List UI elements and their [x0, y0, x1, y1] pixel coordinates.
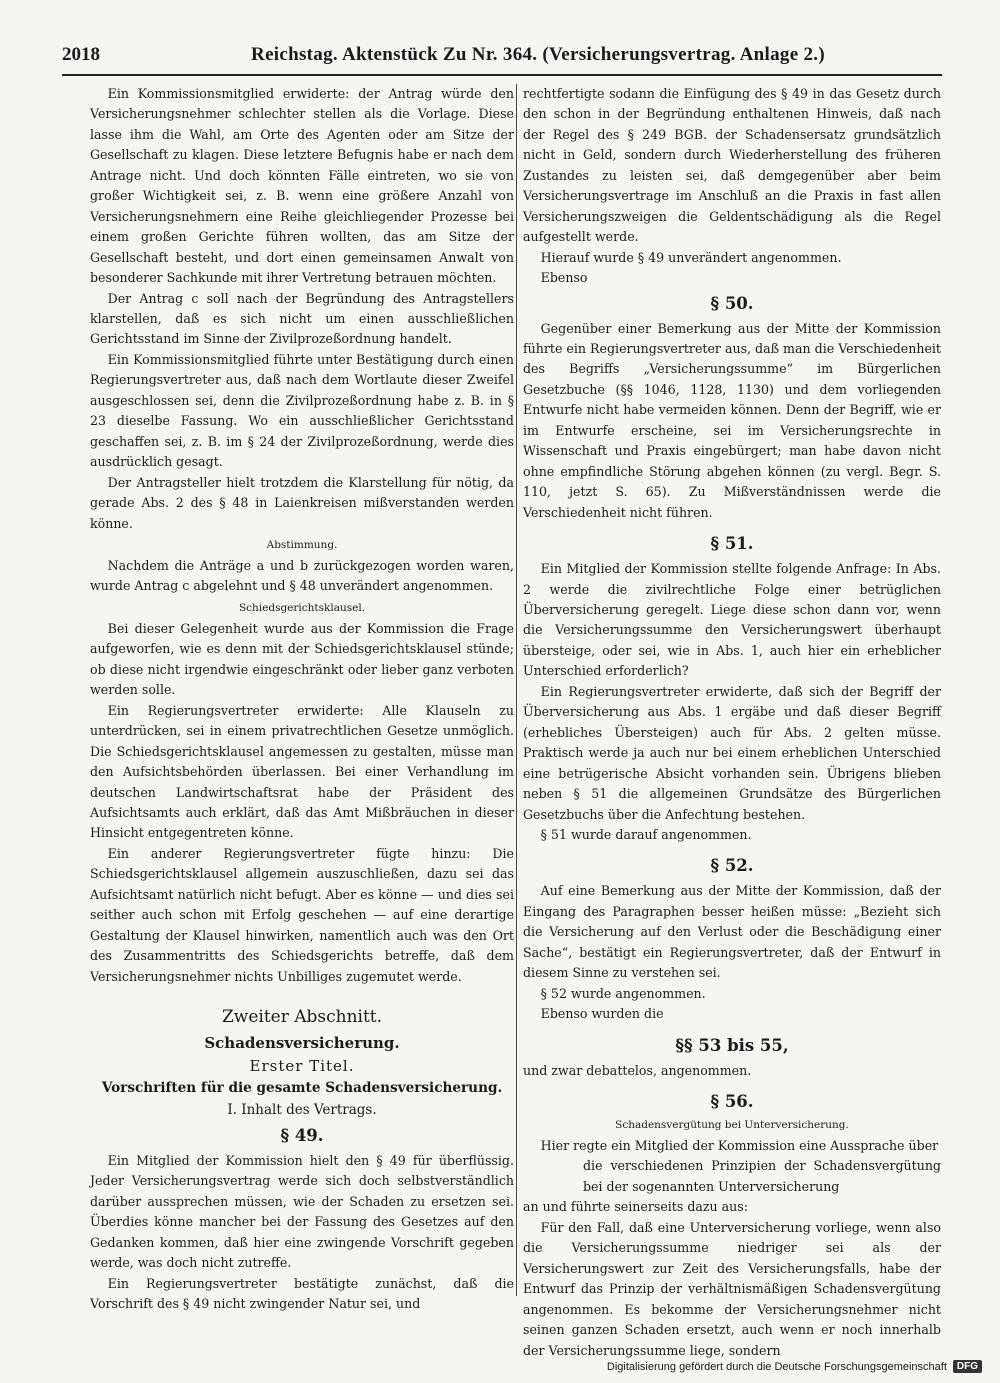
paragraph: Nachdem die Anträge a und b zurückgezogen worden waren, wurde Antrag c abgelehnt und § 48 unverändert angenommen.: [90, 557, 514, 594]
paragraph: und zwar debattelos, angenommen.: [523, 1062, 752, 1078]
paragraph: Bei dieser Gelegenheit wurde aus der Kommission die Frage aufgeworfen, wie es denn mit der Schiedsgerichtsklausel stünde; ob diese nicht irgendwie eingeschränkt oder lieber ganz verboten werden solle.: [90, 620, 514, 698]
subheading-schiedsgerichtsklausel: Schiedsgerichtsklausel.: [238, 601, 366, 614]
quoted-topic: die verschiedenen Prinzipien der Schadensvergütung bei der sogenannten Unterversicherung: [583, 1158, 941, 1194]
section-heading-50: § 50.: [710, 293, 754, 313]
paragraph: Der Antragsteller hielt trotzdem die Klarstellung für nötig, da gerade Abs. 2 des § 48 in Laienkreisen mißverstanden werden könne.: [90, 474, 514, 531]
section-heading-52: § 52.: [710, 856, 754, 876]
paragraph: Ein Regierungsvertreter bestätigte zunächst, daß die Vorschrift des § 49 nicht zwingender Natur sei, und: [90, 1275, 514, 1312]
subheading-abstimmung: Abstimmung.: [266, 538, 338, 551]
section-heading-53-55: §§ 53 bis 55,: [675, 1035, 789, 1055]
paragraph: Ebenso: [540, 270, 588, 286]
paragraph: Der Antrag c soll nach der Begründung des Antragstellers klarstellen, daß es sich nicht um einen ausschließlichen Gerichtsstand im Sinne der Zivilprozeßordnung handelt.: [90, 290, 514, 347]
paragraph: Für den Fall, daß eine Unterversicherung vorliege, wenn also die Versicherungssumme niedriger sei als der Versicherungswert zur Zeit des Versicherungsfalls, habe der Entwurf das Prinzip der verhältnismäßigen Schadensvergütung angenommen. Es bekomme der Versicherungsnehmer nicht seinen ganzen Schaden ersetzt, auch wenn er noch innerhalb der Versicherungssumme liege, sondern: [523, 1219, 941, 1358]
paragraph: Hier regte ein Mitglied der Kommission eine Aussprache über: [540, 1138, 939, 1154]
page-number: 2018: [62, 44, 100, 65]
section-heading-51: § 51.: [710, 534, 754, 554]
section-heading-49: § 49.: [280, 1126, 324, 1146]
paragraph: Hierauf wurde § 49 unverändert angenommen.: [540, 249, 842, 265]
credit-text: Digitalisierung gefördert durch die Deutsche Forschungsgemeinschaft: [606, 1360, 947, 1373]
dfg-logo-icon: DFG: [953, 1360, 982, 1373]
heading-vorschriften: Vorschriften für die gesamte Schadensversicherung.: [101, 1080, 503, 1097]
paragraph: § 51 wurde darauf angenommen.: [540, 826, 752, 842]
paragraph: Ein Regierungsvertreter erwiderte: Alle Klauseln zu unterdrücken, sei in einem privatrechtlichen Gesetze unmöglich. Die Schiedsgerichtsklausel angemessen zu gestalten, müsse man den Aufsichtsbehörden überlassen. Bei einer Verhandlung im deutschen Landwirtschaftsrat habe der Präsident des Aufsichtsamts auch erklärt, daß das Amt Mißbräuchen in dieser Hinsicht entgegentreten könne.: [90, 702, 514, 841]
paragraph: Ein anderer Regierungsvertreter fügte hinzu: Die Schiedsgerichtsklausel allgemein auszuschließen, dazu sei das Aufsichtsamt natürlich nicht befugt. Aber es könne — und dies sei seither auch schon mit Erfolg geschehen — auf eine derartige Gestaltung der Klausel hinwirken, namentlich auch was den Ort des Zusammentritts des Schiedsgerichts betreffe, daß dem Versicherungsnehmer nichts Unbilliges zugemutet werde.: [90, 845, 514, 984]
section-heading-56: § 56.: [710, 1092, 754, 1112]
heading-titel: Erster Titel.: [249, 1057, 355, 1076]
paragraph: Gegenüber einer Bemerkung aus der Mitte der Kommission führte ein Regierungsvertreter aus, daß man die Verschiedenheit des Begriffs „Versicherungssumme“ im Bürgerlichen Gesetzbuche (§§ 1046, 1128, 1130) und dem vorliegenden Entwurfe nicht habe vermeiden können. Denn der Begriff, wie er im Entwurfe erscheine, sei im Versicherungsrechte in Wissenschaft und Praxis eingebürgert; man habe davon nicht ohne empfindliche Störung abgehen können (zu vergl. Begr. S. 110, jetzt S. 65). Zu Mißverständnissen werde die Verschiedenheit nicht führen.: [523, 320, 941, 520]
right-column: [523, 84, 941, 1361]
heading-inhalt: I. Inhalt des Vertrags.: [227, 1102, 377, 1119]
paragraph: Ein Regierungsvertreter erwiderte, daß sich der Begriff der Überversicherung aus Abs. 1 ergäbe und daß dieser Begriff (erhebliches Übersteigen) auch für Abs. 2 gelten müsse. Praktisch werde ja auch nur bei einem erheblichen Unterschied eine betrügerische Absicht vorhanden sein. Übrigens blieben neben § 51 die allgemeinen Grundsätze des Bürgerlichen Gesetzbuchs über die Anfechtung bestehen.: [523, 683, 941, 822]
heading-schadensversicherung: Schadensversicherung.: [204, 1034, 400, 1053]
page-header: [62, 44, 942, 76]
heading-abschnitt: Zweiter Abschnitt.: [221, 1007, 383, 1028]
paragraph: Ein Kommissionsmitglied führte unter Bestätigung durch einen Regierungsvertreter aus, daß nach dem Wortlaute dieser Zweifel ausgeschlossen sei, denn die Zivilprozeßordnung habe z. B. in § 23 dieselbe Fassung. Wo ein ausschließlicher Gerichtsstand geschaffen sei, z. B. im § 24 der Zivilprozeßordnung, werde dies ausdrücklich gesagt.: [90, 351, 514, 470]
paragraph: Ein Kommissionsmitglied erwiderte: der Antrag würde den Versicherungsnehmer schlechter stellen als die Vorlage. Diese lasse ihm die Wahl, am Orte des Agenten oder am Sitze der Gesellschaft zu klagen. Diese letztere Befugnis habe er nach dem Antrage nicht. Und doch könnten Fälle eintreten, wo sie von großer Wichtigkeit sei, z. B. wenn eine größere Anzahl von Versicherungsnehmern eine Reihe gleichliegender Prozesse bei einem großen Gerichte führen wollten, das am Sitze der Gesellschaft besteht, und dort einen gemeinsamen Anwalt von besonderer Sachkunde mit ihrer Vertretung betrauen möchten.: [90, 86, 514, 286]
column-divider: [516, 84, 517, 1296]
paragraph: Auf eine Bemerkung aus der Mitte der Kommission, daß der Eingang des Paragraphen besser heißen müsse: „Bezieht sich die Versicherung auf den Verlust oder die Beschädigung einer Sache“, bestätigt ein Regierungsvertreter, daß der Entwurf in diesem Sinne zu verstehen sei.: [523, 883, 941, 981]
subheading-schadensverguetung: Schadensvergütung bei Unterversicherung.: [615, 1119, 849, 1132]
paragraph: Ein Mitglied der Kommission stellte folgende Anfrage: In Abs. 2 werde die zivilrechtliche Folge einer betrüglichen Überversicherung geregelt. Liege diese schon dann vor, wenn die Versicherungssumme den Versicherungswert überhaupt übersteige, oder sei, wie in Abs. 1, auch hier ein erheblicher Unterschied erforderlich?: [523, 561, 941, 679]
paragraph: Ein Mitglied der Kommission hielt den § 49 für überflüssig. Jeder Versicherungsvertrag werde sich doch selbstverständlich darüber aussprechen müssen, wie der Schaden zu ersetzen sei. Überdies könne mancher bei der Fassung des Gesetzes auf den Gedanken kommen, daß hier eine zwingende Vorschrift gegeben werde, was doch nicht zutreffe.: [90, 1153, 514, 1271]
paragraph: an und führte seinerseits dazu aus:: [523, 1199, 748, 1215]
running-title: Reichstag. Aktenstück Zu Nr. 364. (Versicherungsvertrag. Anlage 2.): [251, 44, 825, 65]
digitization-credit: [607, 1360, 982, 1373]
paragraph: § 52 wurde angenommen.: [540, 985, 706, 1001]
paragraph: rechtfertigte sodann die Einfügung des § 49 in das Gesetz durch den schon in der Begründung enthaltenen Hinweis, daß nach der Regel des § 249 BGB. der Schadensersatz grundsätzlich nicht in Geld, sondern durch Wiederherstellung des früheren Zustandes zu leisten sei, daß demgegenüber aber beim Versicherungsvertrage im Anschluß an die Praxis in fast allen Versicherungszweigen die Geldentschädigung als die Regel aufgestellt werde.: [523, 86, 941, 245]
left-column: [90, 84, 514, 1315]
paragraph: Ebenso wurden die: [540, 1006, 664, 1022]
